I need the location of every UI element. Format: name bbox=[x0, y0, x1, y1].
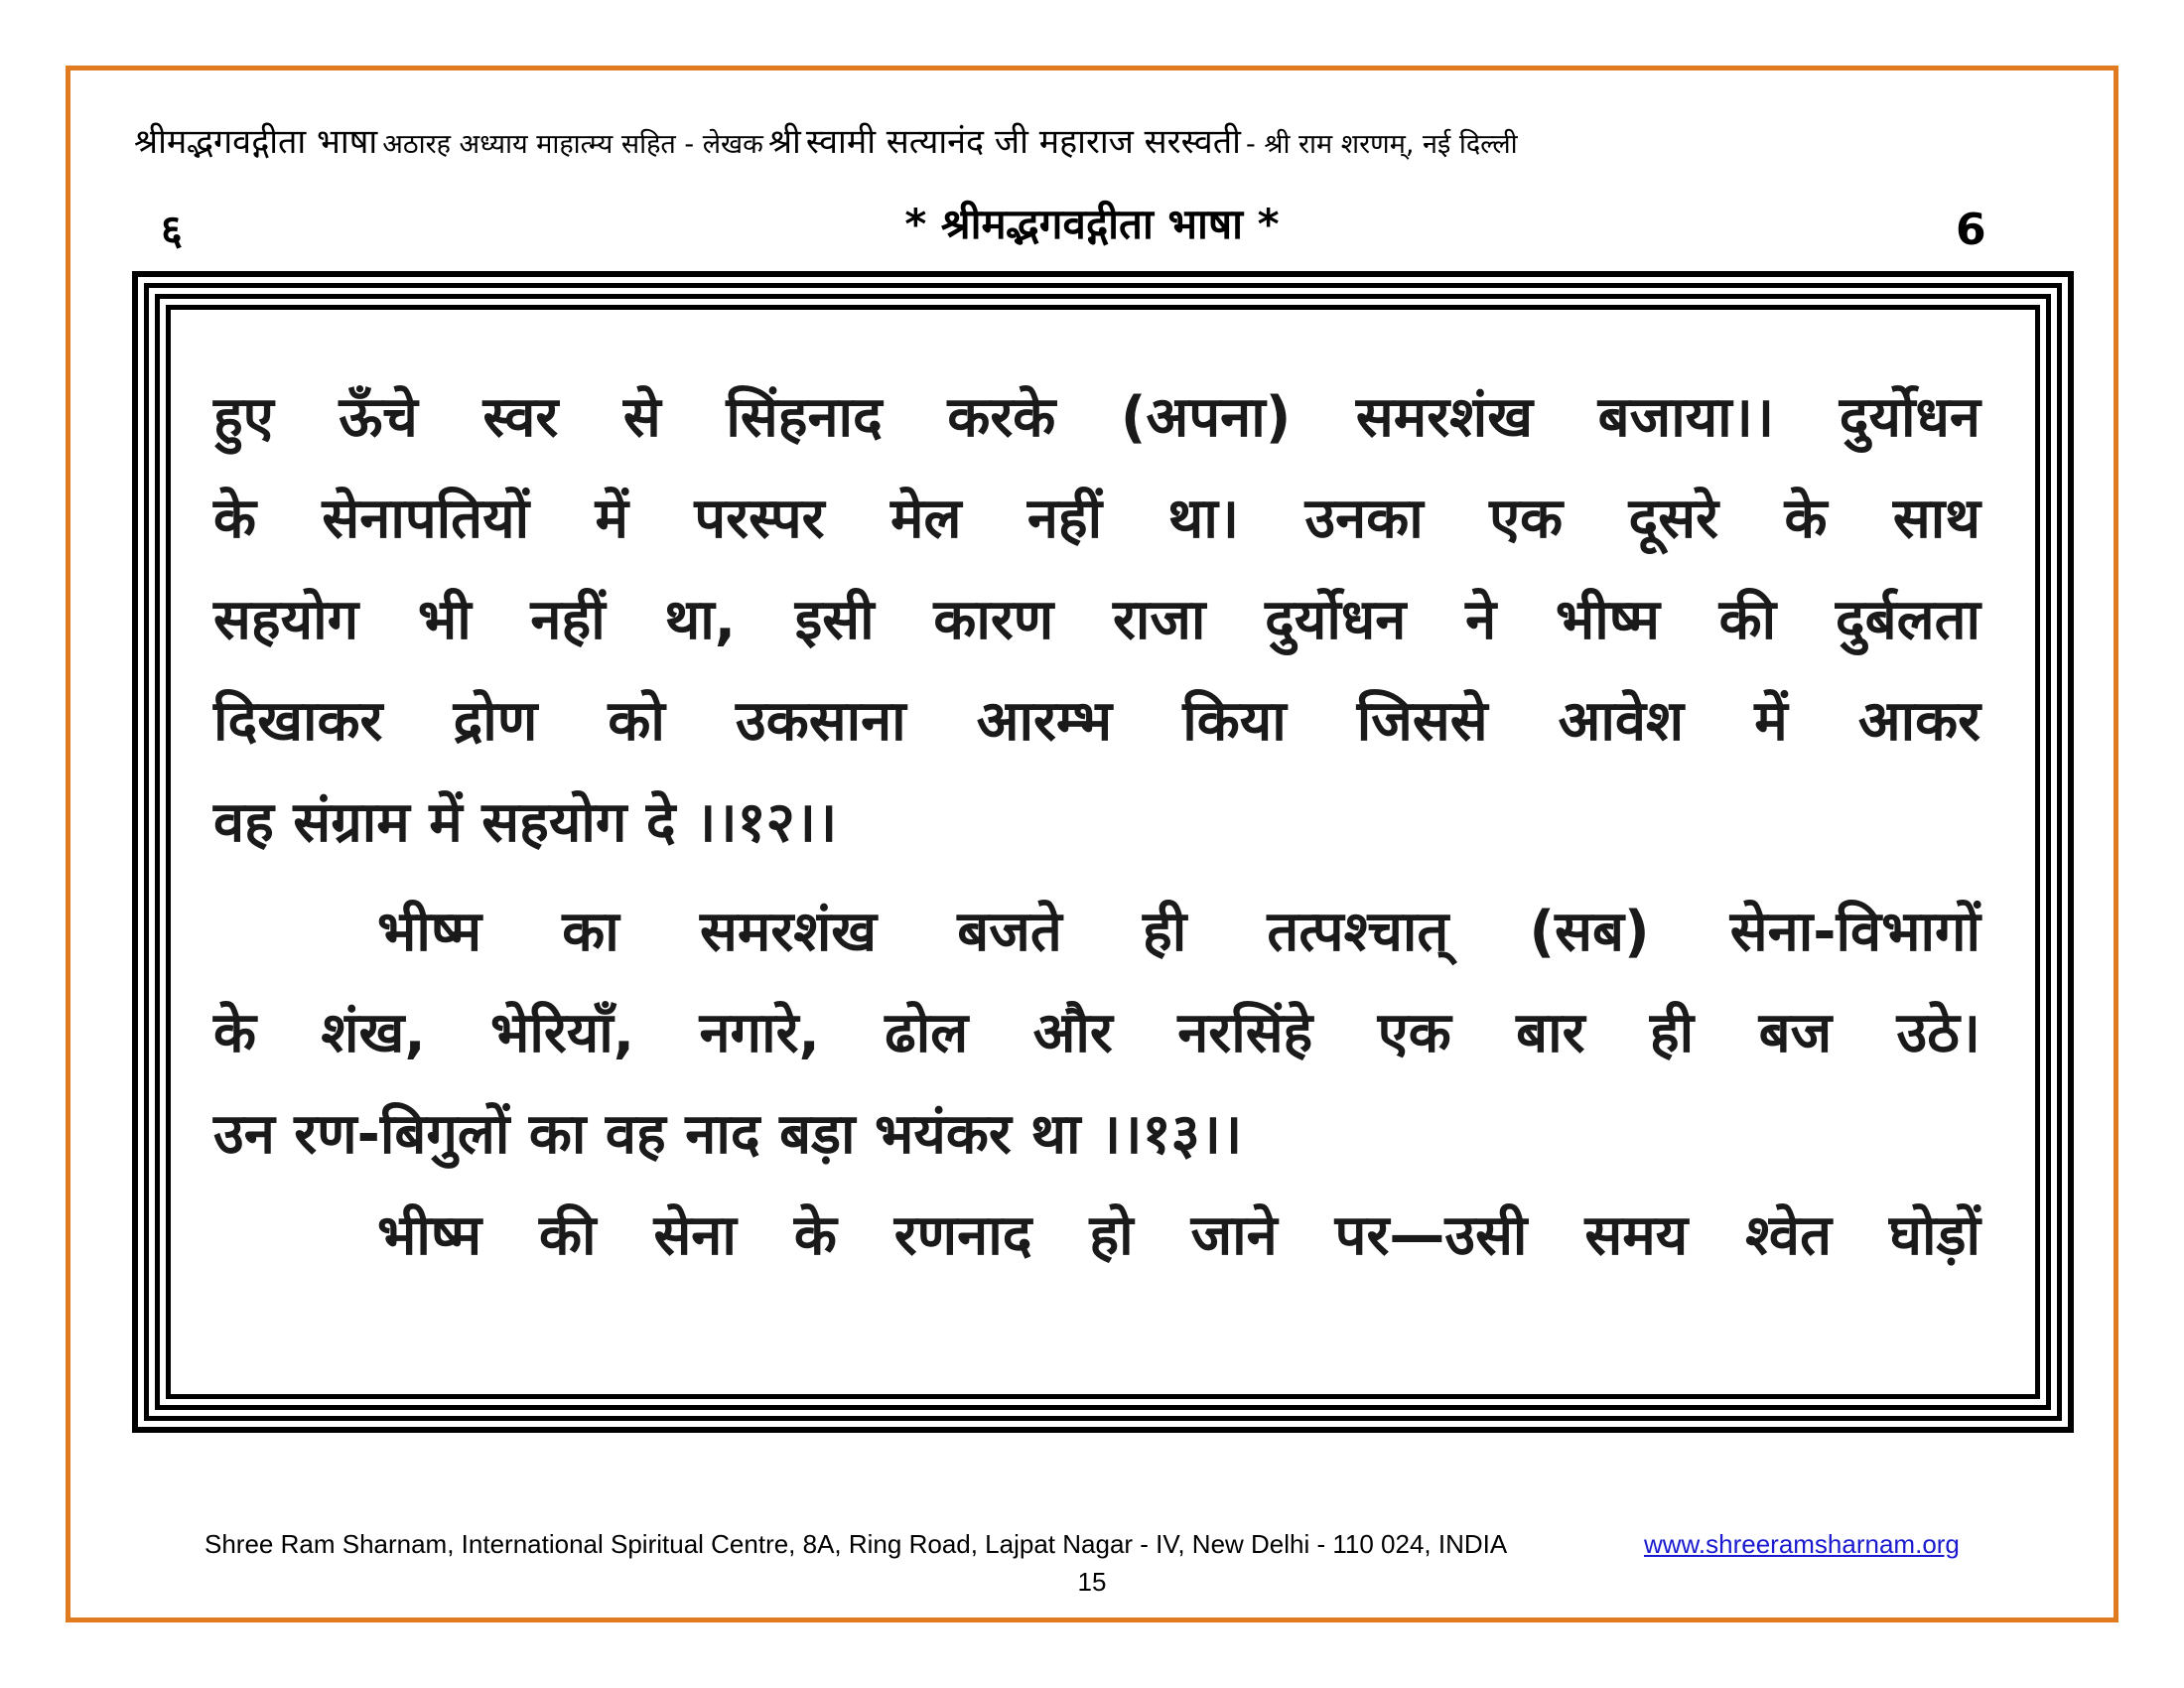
page-number-hindi: ६ bbox=[161, 206, 183, 254]
publisher-name: - श्री राम शरणम्, नई दिल्ली bbox=[1246, 129, 1518, 160]
page-title: * श्रीमद्भगवद्गीता भाषा * bbox=[904, 200, 1280, 248]
text-line: के शंख, भेरियाँ, नगारे, ढोल और नरसिंहे एक बार ही बज उठे। bbox=[213, 1001, 1980, 1065]
footer-page-number: 15 bbox=[1077, 1567, 1107, 1597]
text-line: दिखाकर द्रोण को उकसाना आरम्भ किया जिससे आवेश में आकर bbox=[213, 689, 1980, 754]
text-line: भीष्म का समरशंख बजते ही तत्पश्चात् (सब) सेना-विभागों bbox=[377, 900, 1980, 964]
text-line: के सेनापतियों में परस्पर मेल नहीं था। उनका एक दूसरे के साथ bbox=[213, 487, 1980, 551]
verse-end-line: वह संग्राम में सहयोग दे ।।१२।। bbox=[213, 790, 838, 855]
running-header bbox=[134, 117, 2060, 163]
book-title: श्रीमद्भगवद्गीता भाषा bbox=[134, 122, 378, 162]
footer-address: Shree Ram Sharnam, International Spiritual Centre, 8A, Ring Road, Lajpat Nagar - IV, New Delhi - 110 024, INDIA bbox=[205, 1529, 1508, 1559]
text-line: भीष्म की सेना के रणनाद हो जाने पर—उसी समय श्वेत घोड़ों bbox=[377, 1203, 1980, 1268]
text-line: हुए ऊँचे स्वर से सिंहनाद करके (अपना) समरशंख बजाया।। दुर्योधन bbox=[213, 385, 1980, 450]
page-number: 6 bbox=[1956, 205, 1986, 255]
book-subtitle: अठारह अध्याय माहात्म्य सहित - लेखक bbox=[382, 129, 763, 160]
text-line: सहयोग भी नहीं था, इसी कारण राजा दुर्योधन ने भीष्म की दुर्बलता bbox=[213, 588, 1980, 652]
verse-end-line: उन रण-बिगुलों का वह नाद बड़ा भयंकर था ।।१३।। bbox=[213, 1102, 1243, 1167]
body-text bbox=[213, 367, 1980, 1287]
author-name: स्वामी सत्यानंद जी महाराज सरस्वती bbox=[805, 122, 1241, 162]
author-prefix: श्री bbox=[767, 122, 801, 162]
website-link[interactable]: www.shreeramsharnam.org bbox=[1644, 1529, 1960, 1559]
